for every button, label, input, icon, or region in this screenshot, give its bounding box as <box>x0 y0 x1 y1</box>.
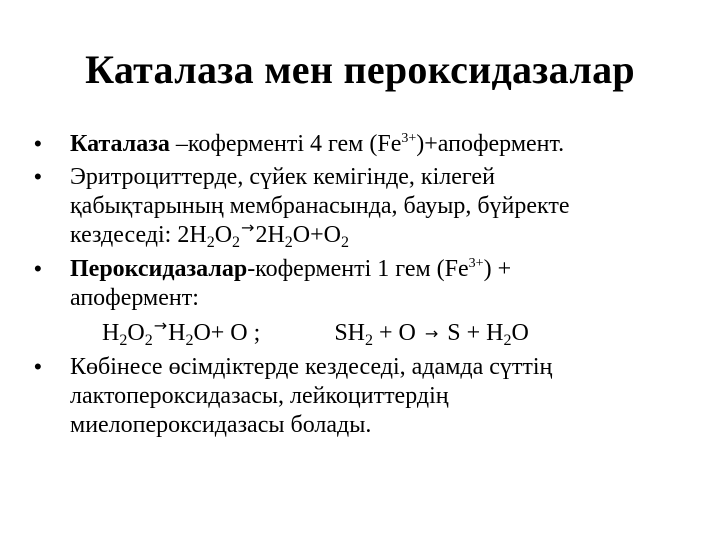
reaction-line: кездеседі: $2H_2O_2\to 2H_2O+O_2$ <box>70 221 708 251</box>
bullet-icon: • <box>34 164 42 189</box>
bullet-line: Эритроциттерде, сүйек кемігінде, кілегей <box>70 164 495 190</box>
term-catalase: Каталаза <box>70 131 170 157</box>
bullet-line: апофермент: <box>70 285 199 311</box>
bullet-line: қабықтарының мембранасында, бауыр, бүйректе <box>70 193 570 219</box>
bullet-icon: • <box>34 131 42 156</box>
bullet-item-location <box>28 163 708 251</box>
bullet-line: Пероксидазалар-коферменті 1 гем $(Fe^{3+})$ + <box>70 256 512 282</box>
arrow-icon: → <box>153 316 168 335</box>
bullet-line: Көбінесе өсімдіктерде кездеседі, адамда сүттің <box>70 354 553 380</box>
bullet-line: Каталаза –коферменті 4 гем $(Fe^{3+})+апофермент$. <box>70 131 565 157</box>
bullet-line: лактопероксидазасы, лейкоциттердің <box>70 383 449 409</box>
bullet-list <box>28 130 708 444</box>
arrow-icon: → <box>424 324 439 343</box>
bullet-icon: • <box>34 354 42 379</box>
bullet-item-catalase <box>28 130 708 159</box>
equation-line: $H_2O_2\to H_2O+ O$ ; $SH_2 + O \to S + H_2O$ <box>70 319 708 349</box>
bullet-line: миелопероксидазасы болады. <box>70 412 372 438</box>
bullet-icon: • <box>34 256 42 281</box>
bullet-item-occurrence <box>28 353 708 440</box>
slide-title: Каталаза мен пероксидазалар <box>85 47 635 92</box>
arrow-icon: → <box>241 218 255 237</box>
bullet-item-peroxidase <box>28 255 708 349</box>
term-peroxidase: Пероксидазалар <box>70 256 248 282</box>
